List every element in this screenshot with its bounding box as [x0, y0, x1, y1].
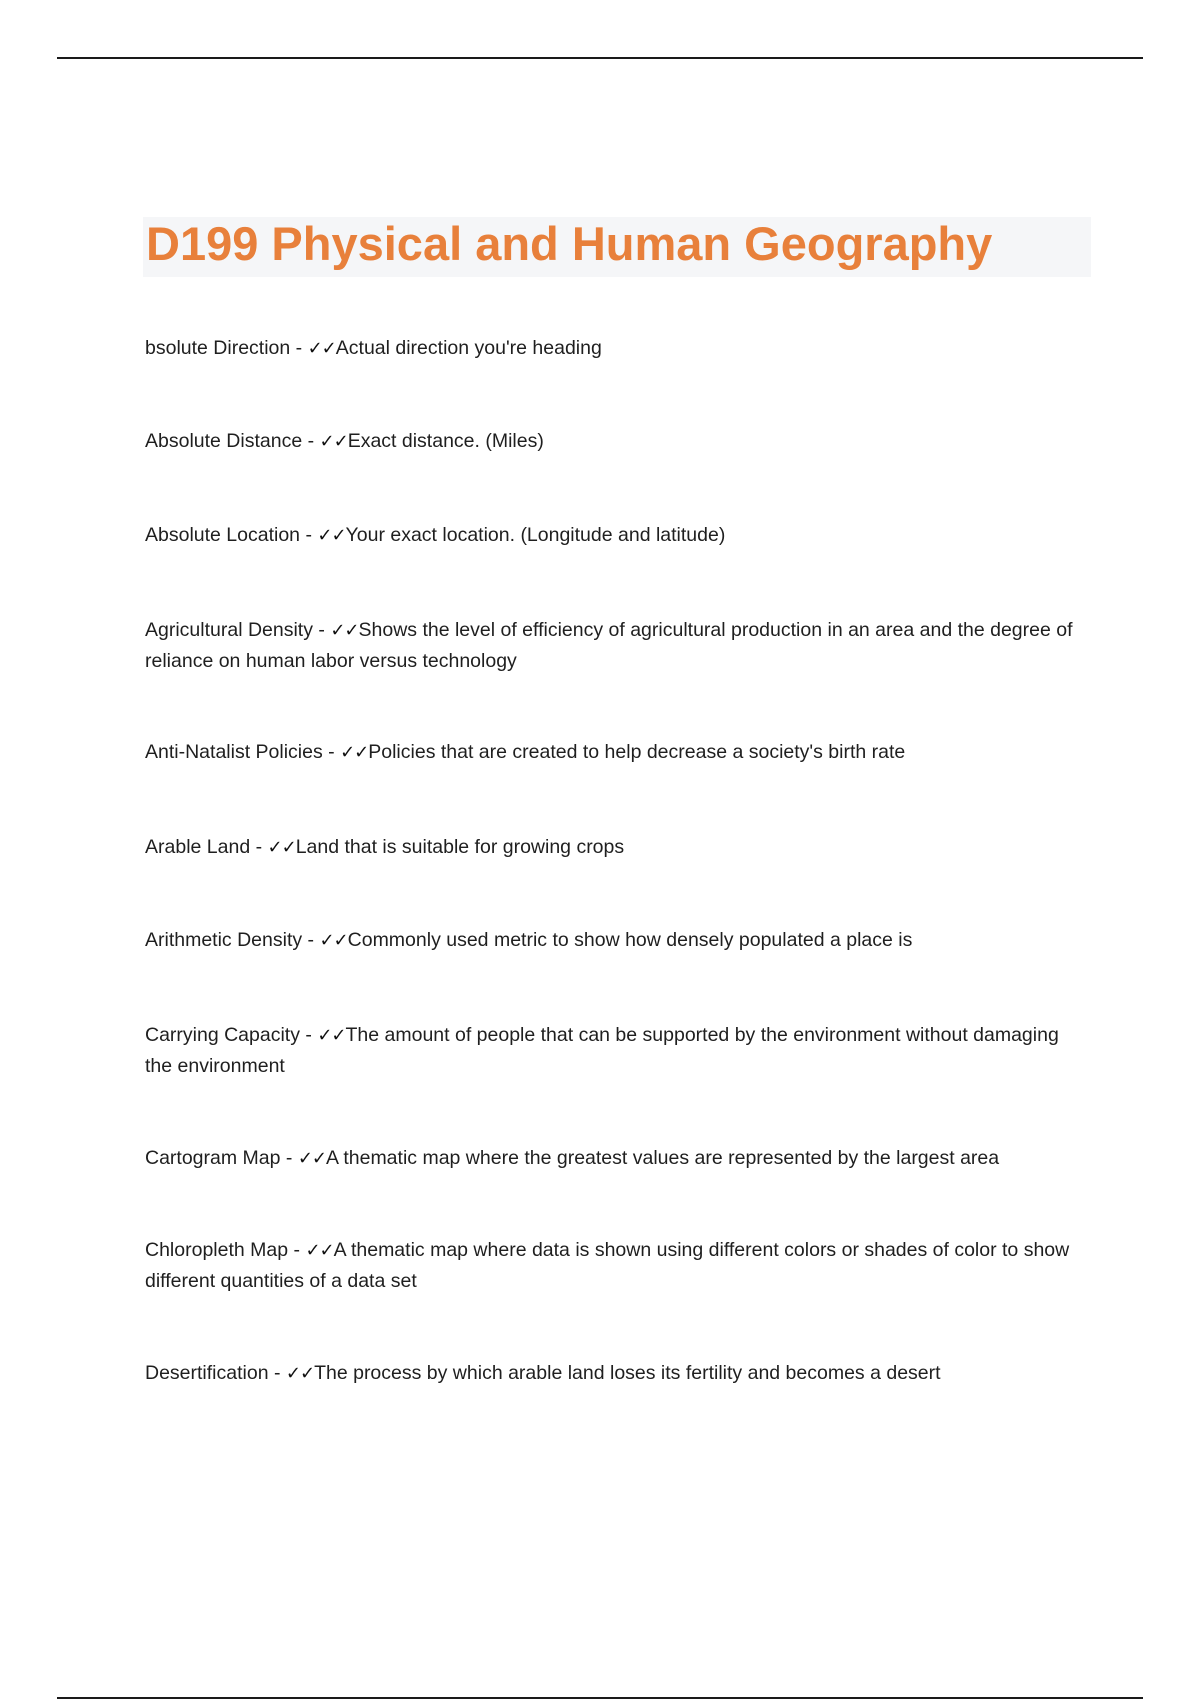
- entry-definition: A thematic map where the greatest values are represented by the largest area: [325, 1147, 1000, 1169]
- top-rule: [57, 57, 1143, 59]
- list-item: Absolute Distance - ✓✓Exact distance. (Miles): [145, 430, 544, 452]
- check-marks-icon: ✓✓: [319, 930, 348, 951]
- entry-definition: The amount of people that can be supported by the environment without damaging the environment: [145, 1024, 1059, 1077]
- list-item: Carrying Capacity - ✓✓The amount of people that can be supported by the environment without damaging the environment: [145, 1024, 1059, 1077]
- check-marks-icon: ✓✓: [317, 525, 346, 546]
- entry-term: Arable Land: [145, 836, 251, 858]
- list-item: Absolute Location - ✓✓Your exact location. (Longitude and latitude): [145, 524, 726, 546]
- check-marks-icon: ✓✓: [340, 742, 369, 763]
- entry-definition: The process by which arable land loses its fertility and becomes a desert: [314, 1362, 941, 1384]
- check-marks-icon: ✓✓: [297, 1148, 326, 1169]
- entry-term: Cartogram Map: [145, 1147, 281, 1169]
- list-item: Arable Land - ✓✓Land that is suitable for growing crops: [145, 836, 625, 858]
- list-item: Agricultural Density - ✓✓Shows the level of efficiency of agricultural production in an area and the degree of reliance on human labor versus technology: [145, 619, 1073, 672]
- entry-term: Carrying Capacity: [145, 1024, 300, 1046]
- list-item: Arithmetic Density - ✓✓Commonly used metric to show how densely populated a place is: [145, 929, 913, 951]
- entry-definition: Actual direction you're heading: [335, 337, 602, 359]
- bottom-rule: [57, 1697, 1143, 1699]
- check-marks-icon: ✓✓: [330, 620, 359, 641]
- entry-term: Chloropleth Map: [145, 1239, 289, 1261]
- list-item: Anti-Natalist Policies - ✓✓Policies that are created to help decrease a society's birth rate: [145, 741, 906, 763]
- entry-definition: Policies that are created to help decrease a society's birth rate: [368, 741, 906, 763]
- entry-term: Arithmetic Density: [145, 929, 303, 951]
- list-item: Desertification - ✓✓The process by which arable land loses its fertility and becomes a desert: [145, 1362, 941, 1384]
- check-marks-icon: ✓✓: [285, 1363, 315, 1384]
- entry-definition: Your exact location. (Longitude and latitude): [345, 524, 726, 546]
- check-marks-icon: ✓✓: [319, 431, 348, 452]
- list-item: bsolute Direction - ✓✓Actual direction you're heading: [145, 337, 602, 359]
- list-item: Cartogram Map - ✓✓A thematic map where the greatest values are represented by the largest area: [145, 1147, 1000, 1169]
- list-item: Chloropleth Map - ✓✓A thematic map where data is shown using different colors or shades of color to show different quantities of a data set: [145, 1239, 1070, 1292]
- check-marks-icon: ✓✓: [305, 1240, 334, 1261]
- check-marks-icon: ✓✓: [307, 338, 336, 359]
- entry-term: Absolute Distance: [145, 430, 303, 452]
- check-marks-icon: ✓✓: [267, 837, 296, 858]
- entry-definition: A thematic map where data is shown using different colors or shades of color to show different quantities of a data set: [145, 1239, 1070, 1292]
- entry-term: Anti-Natalist Policies: [145, 741, 323, 763]
- entry-definition: Commonly used metric to show how densely populated a place is: [347, 929, 913, 951]
- check-marks-icon: ✓✓: [317, 1025, 346, 1046]
- entry-definition: Exact distance. (Miles): [347, 430, 544, 452]
- entry-term: Agricultural Density: [145, 619, 313, 641]
- entry-definition: Shows the level of efficiency of agricultural production in an area and the degree of reliance on human labor versus technology: [145, 619, 1073, 672]
- entry-term: bsolute Direction: [145, 337, 291, 359]
- entry-term: Desertification: [145, 1362, 269, 1384]
- entry-definition: Land that is suitable for growing crops: [295, 836, 625, 858]
- entry-term: Absolute Location: [145, 524, 301, 546]
- document-title: D199 Physical and Human Geography: [146, 217, 993, 270]
